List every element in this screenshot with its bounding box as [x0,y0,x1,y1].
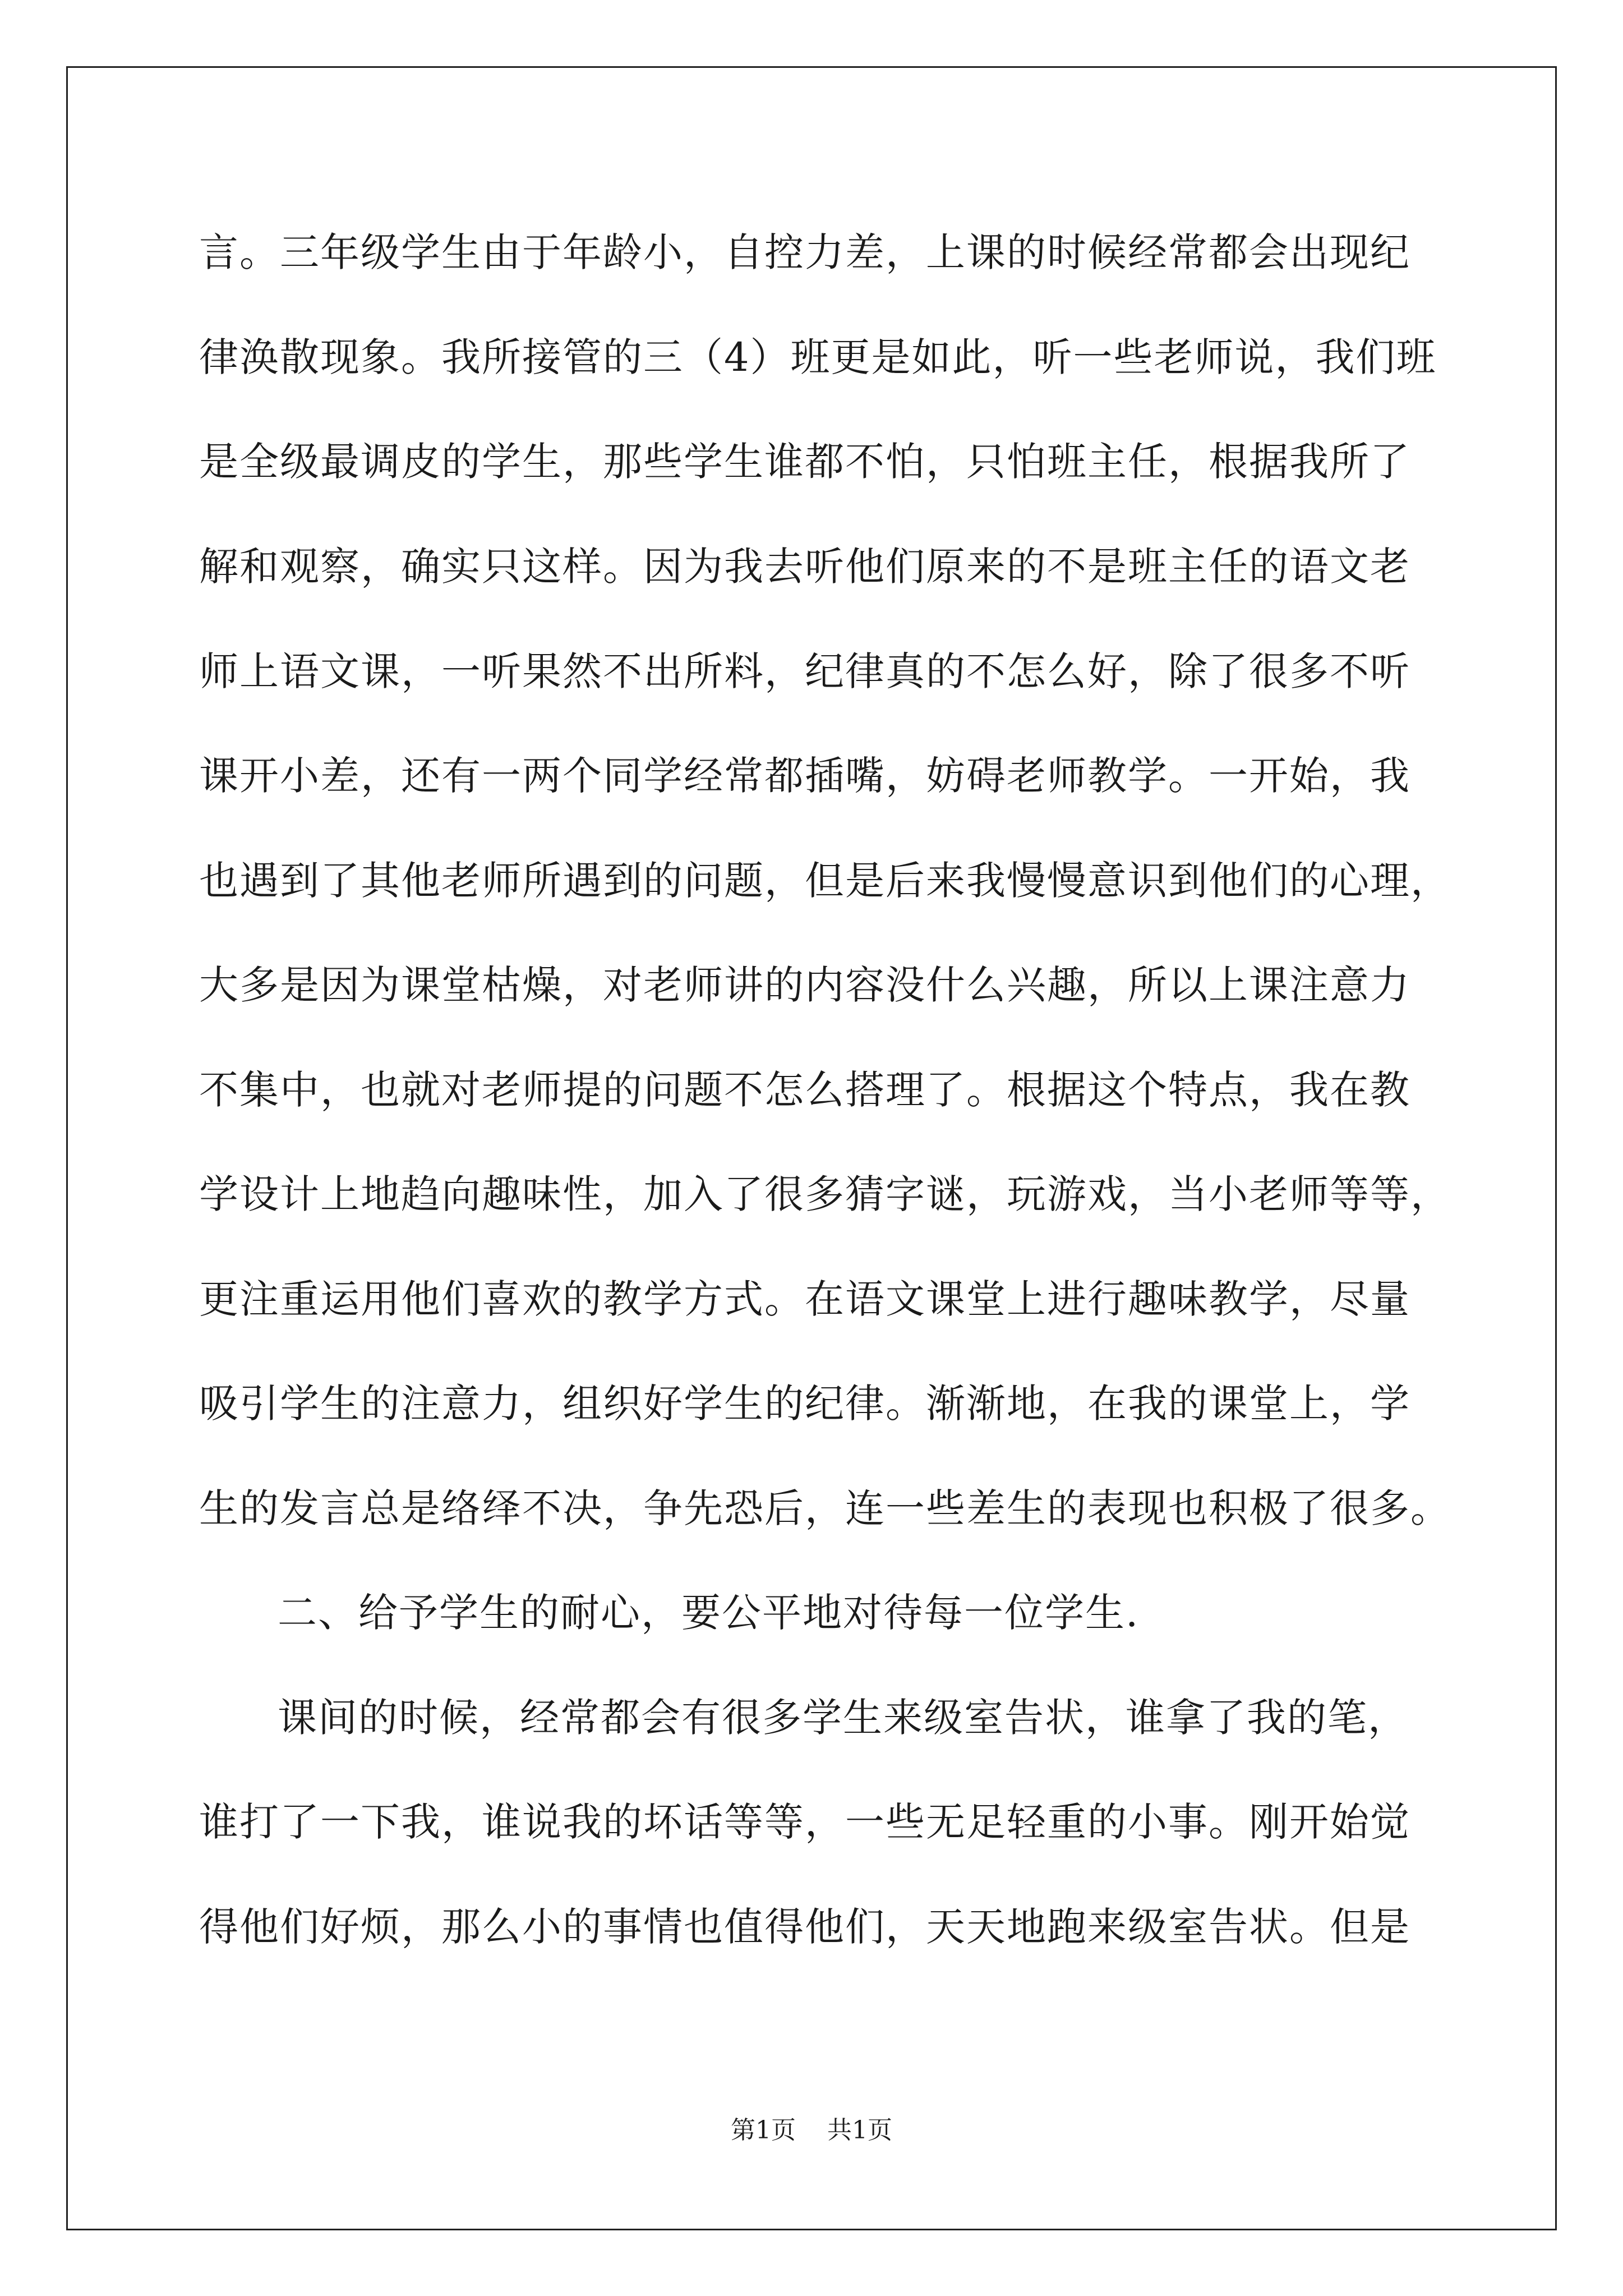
section-heading: 二、给予学生的耐心，要公平地对待每一位学生. [278,1590,1140,1636]
body-line: 谁打了一下我，谁说我的坏话等等，一些无足轻重的小事。刚开始觉 [199,1799,1410,1845]
body-line: 更注重运用他们喜欢的教学方式。在语文课堂上进行趣味教学，尽量 [199,1276,1410,1322]
body-line: 不集中，也就对老师提的问题不怎么搭理了。根据这个特点，我在教 [199,1067,1410,1113]
body-line: 解和观察，确实只这样。因为我去听他们原来的不是班主任的语文老 [199,544,1410,590]
body-line: 吸引学生的注意力，组织好学生的纪律。渐渐地，在我的课堂上，学 [199,1381,1410,1427]
body-line: 言。三年级学生由于年龄小，自控力差，上课的时候经常都会出现纪 [199,229,1410,275]
body-line: 得他们好烦，那么小的事情也值得他们，天天地跑来级室告状。但是 [199,1904,1410,1950]
body-line: 也遇到了其他老师所遇到的问题，但是后来我慢慢意识到他们的心理， [199,858,1451,904]
page-total: 共1页 [827,2116,892,2145]
body-line: 师上语文课，一听果然不出所料，纪律真的不怎么好，除了很多不听 [199,648,1410,694]
page-footer [0,2114,1623,2147]
body-line: 生的发言总是络绎不决，争先恐后，连一些差生的表现也积极了很多。 [199,1485,1451,1531]
body-line: 课开小差，还有一两个同学经常都插嘴，妨碍老师教学。一开始，我 [199,753,1410,799]
body-line: 大多是因为课堂枯燥，对老师讲的内容没什么兴趣，所以上课注意力 [199,962,1410,1008]
body-line: 学设计上地趋向趣味性，加入了很多猜字谜，玩游戏，当小老师等等， [199,1171,1451,1217]
body-line: 是全级最调皮的学生，那些学生谁都不怕，只怕班主任，根据我所了 [199,439,1410,485]
page-number: 第1页 [731,2116,796,2145]
body-line: 律涣散现象。我所接管的三（4）班更是如此，听一些老师说，我们班 [199,334,1437,380]
body-line: 课间的时候，经常都会有很多学生来级室告状，谁拿了我的笔， [278,1695,1408,1741]
